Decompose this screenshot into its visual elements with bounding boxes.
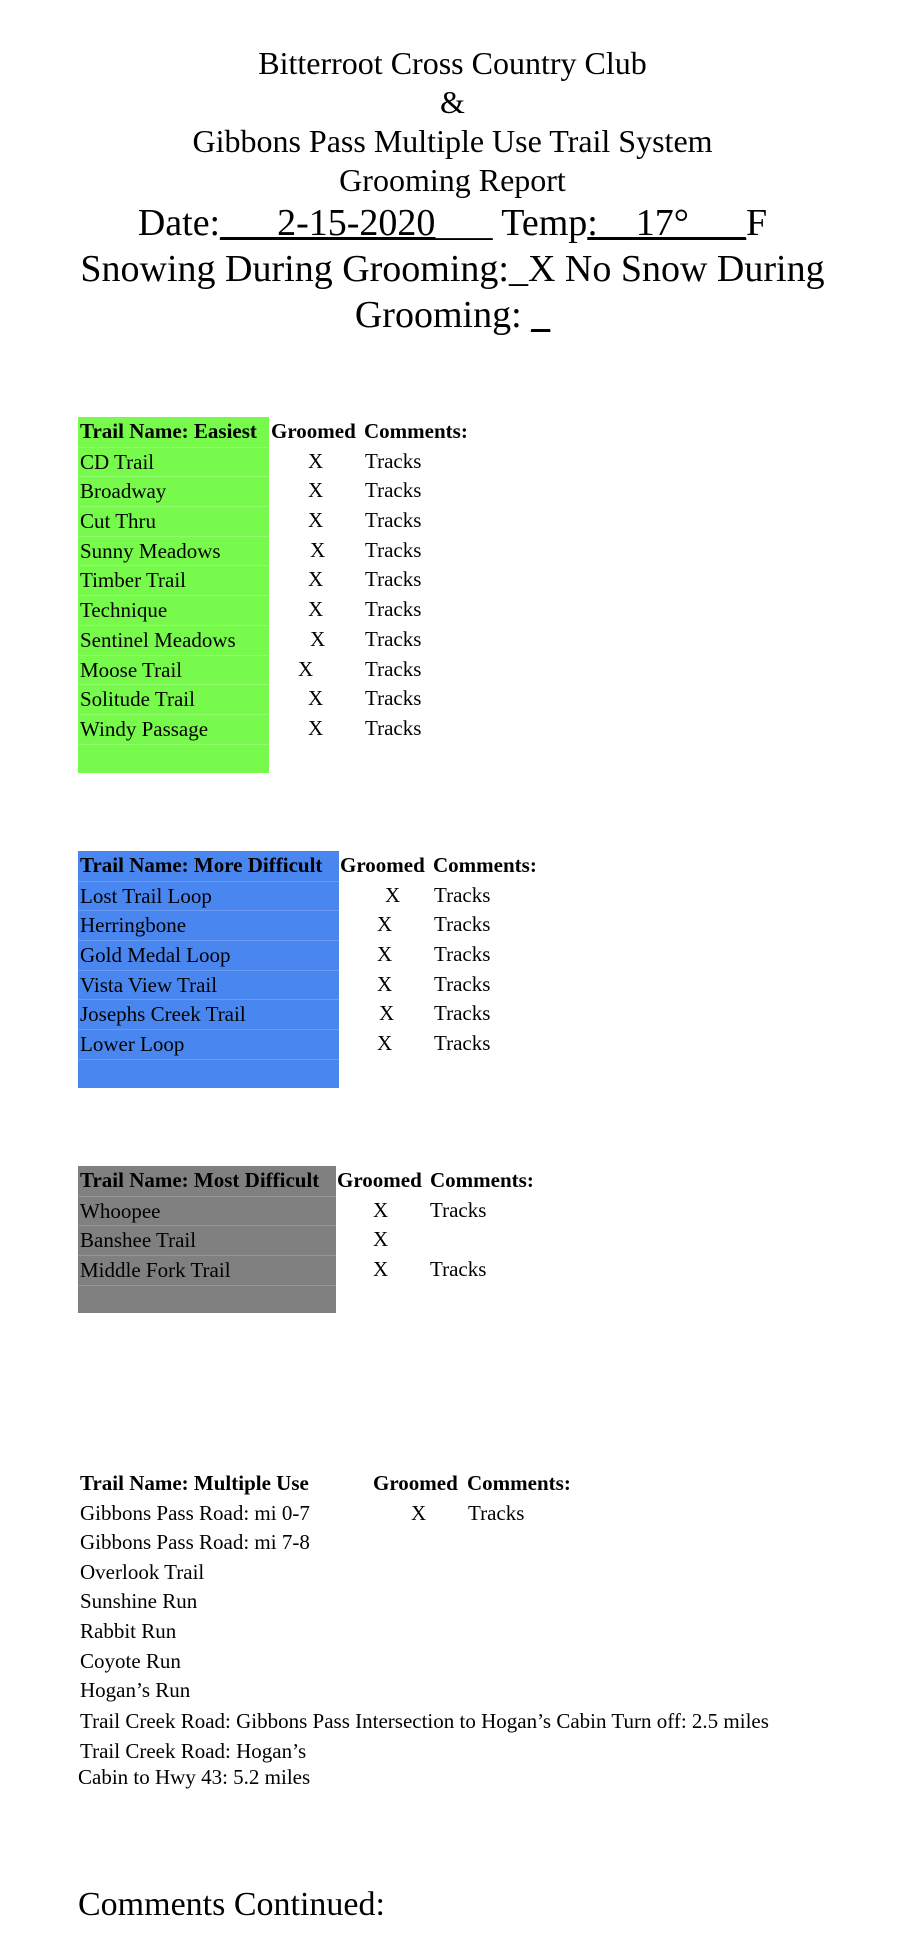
date-blank-pre: ___: [220, 202, 278, 244]
date-value: 2-15-2020: [277, 202, 436, 244]
temp-label: Temp: [501, 202, 588, 244]
easiest-name-header: Trail Name: Easiest: [80, 419, 257, 443]
multiple-use-groomed-header: Groomed: [373, 1471, 458, 1495]
grooming-line: [0, 292, 905, 338]
trail-name: [78, 1285, 336, 1315]
trail-name: Trail Creek Road: Gibbons Pass Intersection to Hogan’s Cabin Turn off: 2.5 miles: [80, 1708, 769, 1733]
grooming-blank: _: [531, 294, 551, 336]
groomed-mark: X: [308, 567, 324, 592]
trail-comment: Tracks: [434, 971, 491, 996]
table-row: [78, 1558, 769, 1588]
multiple-use-comments-header: Comments:: [467, 1471, 571, 1495]
trail-name: Rabbit Run: [80, 1618, 177, 1643]
trail-name: CD Trail: [78, 447, 269, 477]
groomed-mark: X: [373, 1227, 389, 1252]
snowing-line: Snowing During Grooming:_X No Snow During: [80, 248, 825, 290]
trail-comment: Tracks: [468, 1500, 525, 1525]
trail-system-name: Gibbons Pass Multiple Use Trail System: [192, 123, 713, 159]
trail-name: Sunny Meadows: [78, 536, 269, 566]
table-row: [78, 1706, 769, 1736]
trail-name: Sentinel Meadows: [78, 625, 269, 655]
groomed-mark: X: [298, 656, 314, 681]
trail-comment: Tracks: [365, 478, 422, 503]
groomed-mark: X: [385, 882, 401, 907]
groomed-mark: X: [310, 537, 326, 562]
table-row: [78, 1676, 769, 1706]
groomed-mark: X: [377, 1031, 393, 1056]
more-difficult-groomed-header: Groomed: [340, 853, 425, 877]
easiest-comments-header: Comments:: [364, 419, 468, 443]
table-row: [78, 1736, 338, 1792]
multiple-use-header-row: [78, 1469, 769, 1499]
date-blank-post: ___: [435, 202, 502, 244]
easiest-groomed-header: Groomed: [271, 419, 356, 443]
multiple-use-name-header: Trail Name: Multiple Use: [80, 1471, 309, 1495]
groomed-mark: X: [379, 1001, 395, 1026]
trail-name: Lower Loop: [78, 1029, 339, 1059]
trail-comment: Tracks: [430, 1257, 487, 1282]
groomed-mark: X: [308, 448, 324, 473]
more-difficult-name-header: Trail Name: More Difficult: [80, 853, 323, 877]
report-header: [0, 44, 905, 338]
trail-comment: Tracks: [434, 882, 491, 907]
trail-name: Middle Fork Trail: [78, 1255, 336, 1285]
table-row: [78, 1617, 769, 1647]
trail-name: Solitude Trail: [78, 684, 269, 714]
multiple-use-section: [78, 1469, 769, 1792]
trail-name: Trail Creek Road: Hogan’s Cabin to Hwy 43: 5.2 miles: [78, 1738, 311, 1789]
trail-name: Josephs Creek Trail: [78, 999, 339, 1029]
date-temp-line: [0, 200, 905, 246]
most-difficult-groomed-header: Groomed: [337, 1168, 422, 1192]
groomed-mark: X: [373, 1197, 389, 1222]
trail-name: [78, 1059, 339, 1089]
trail-name: Sunshine Run: [80, 1589, 198, 1614]
trail-name: Gibbons Pass Road: mi 0-7: [80, 1500, 310, 1525]
groomed-mark: X: [377, 971, 393, 996]
trail-name: Whoopee: [78, 1196, 336, 1226]
most-difficult-comments-header: Comments:: [430, 1168, 534, 1192]
groomed-mark: X: [308, 508, 324, 533]
trail-comment: Tracks: [365, 567, 422, 592]
trail-comment: Tracks: [430, 1197, 487, 1222]
trail-comment: Tracks: [365, 656, 422, 681]
trail-name: Lost Trail Loop: [78, 881, 339, 911]
trail-comment: Tracks: [365, 686, 422, 711]
groomed-mark: X: [308, 597, 324, 622]
temp-value: :__17°___: [587, 202, 747, 244]
trail-comment: Tracks: [365, 537, 422, 562]
trail-name: Cut Thru: [78, 506, 269, 536]
trail-comment: Tracks: [365, 715, 422, 740]
trail-name: Timber Trail: [78, 565, 269, 595]
trail-name: Vista View Trail: [78, 970, 339, 1000]
temp-unit: F: [746, 202, 768, 244]
trail-name: Gibbons Pass Road: mi 7-8: [80, 1530, 310, 1555]
trail-name: Coyote Run: [80, 1648, 181, 1673]
more-difficult-comments-header: Comments:: [433, 853, 537, 877]
report-title: Grooming Report: [339, 162, 566, 198]
ampersand: &: [440, 84, 465, 120]
trail-comment: Tracks: [365, 508, 422, 533]
comments-continued-heading: Comments Continued:: [78, 1886, 385, 1923]
date-label: Date:: [137, 202, 221, 244]
club-name: Bitterroot Cross Country Club: [258, 45, 647, 81]
grooming-label: Grooming:: [354, 294, 532, 336]
table-row: [78, 1587, 769, 1617]
groomed-mark: X: [373, 1257, 389, 1282]
groomed-mark: X: [411, 1500, 427, 1525]
trail-name: Windy Passage: [78, 714, 269, 744]
trail-name: [78, 744, 269, 774]
groomed-mark: X: [308, 715, 324, 740]
trail-comment: Tracks: [434, 942, 491, 967]
trail-name: Technique: [78, 595, 269, 625]
groomed-mark: X: [310, 626, 326, 651]
trail-comment: Tracks: [434, 1031, 491, 1056]
trail-comment: Tracks: [434, 912, 491, 937]
trail-comment: Tracks: [434, 1001, 491, 1026]
trail-comment: Tracks: [365, 448, 422, 473]
trail-name: Broadway: [78, 476, 269, 506]
table-row: [78, 1647, 769, 1677]
trail-name: Overlook Trail: [80, 1559, 205, 1584]
trail-comment: Tracks: [365, 626, 422, 651]
trail-name: Moose Trail: [78, 655, 269, 685]
trail-name: Hogan’s Run: [80, 1678, 191, 1703]
groomed-mark: X: [377, 942, 393, 967]
groomed-mark: X: [308, 478, 324, 503]
table-row: [78, 1499, 769, 1529]
trail-name: Herringbone: [78, 910, 339, 940]
groomed-mark: X: [377, 912, 393, 937]
groomed-mark: X: [308, 686, 324, 711]
trail-name: Gold Medal Loop: [78, 940, 339, 970]
most-difficult-name-header: Trail Name: Most Difficult: [80, 1168, 320, 1192]
trail-name: Banshee Trail: [78, 1225, 336, 1255]
trail-comment: Tracks: [365, 597, 422, 622]
table-row: [78, 1528, 769, 1558]
